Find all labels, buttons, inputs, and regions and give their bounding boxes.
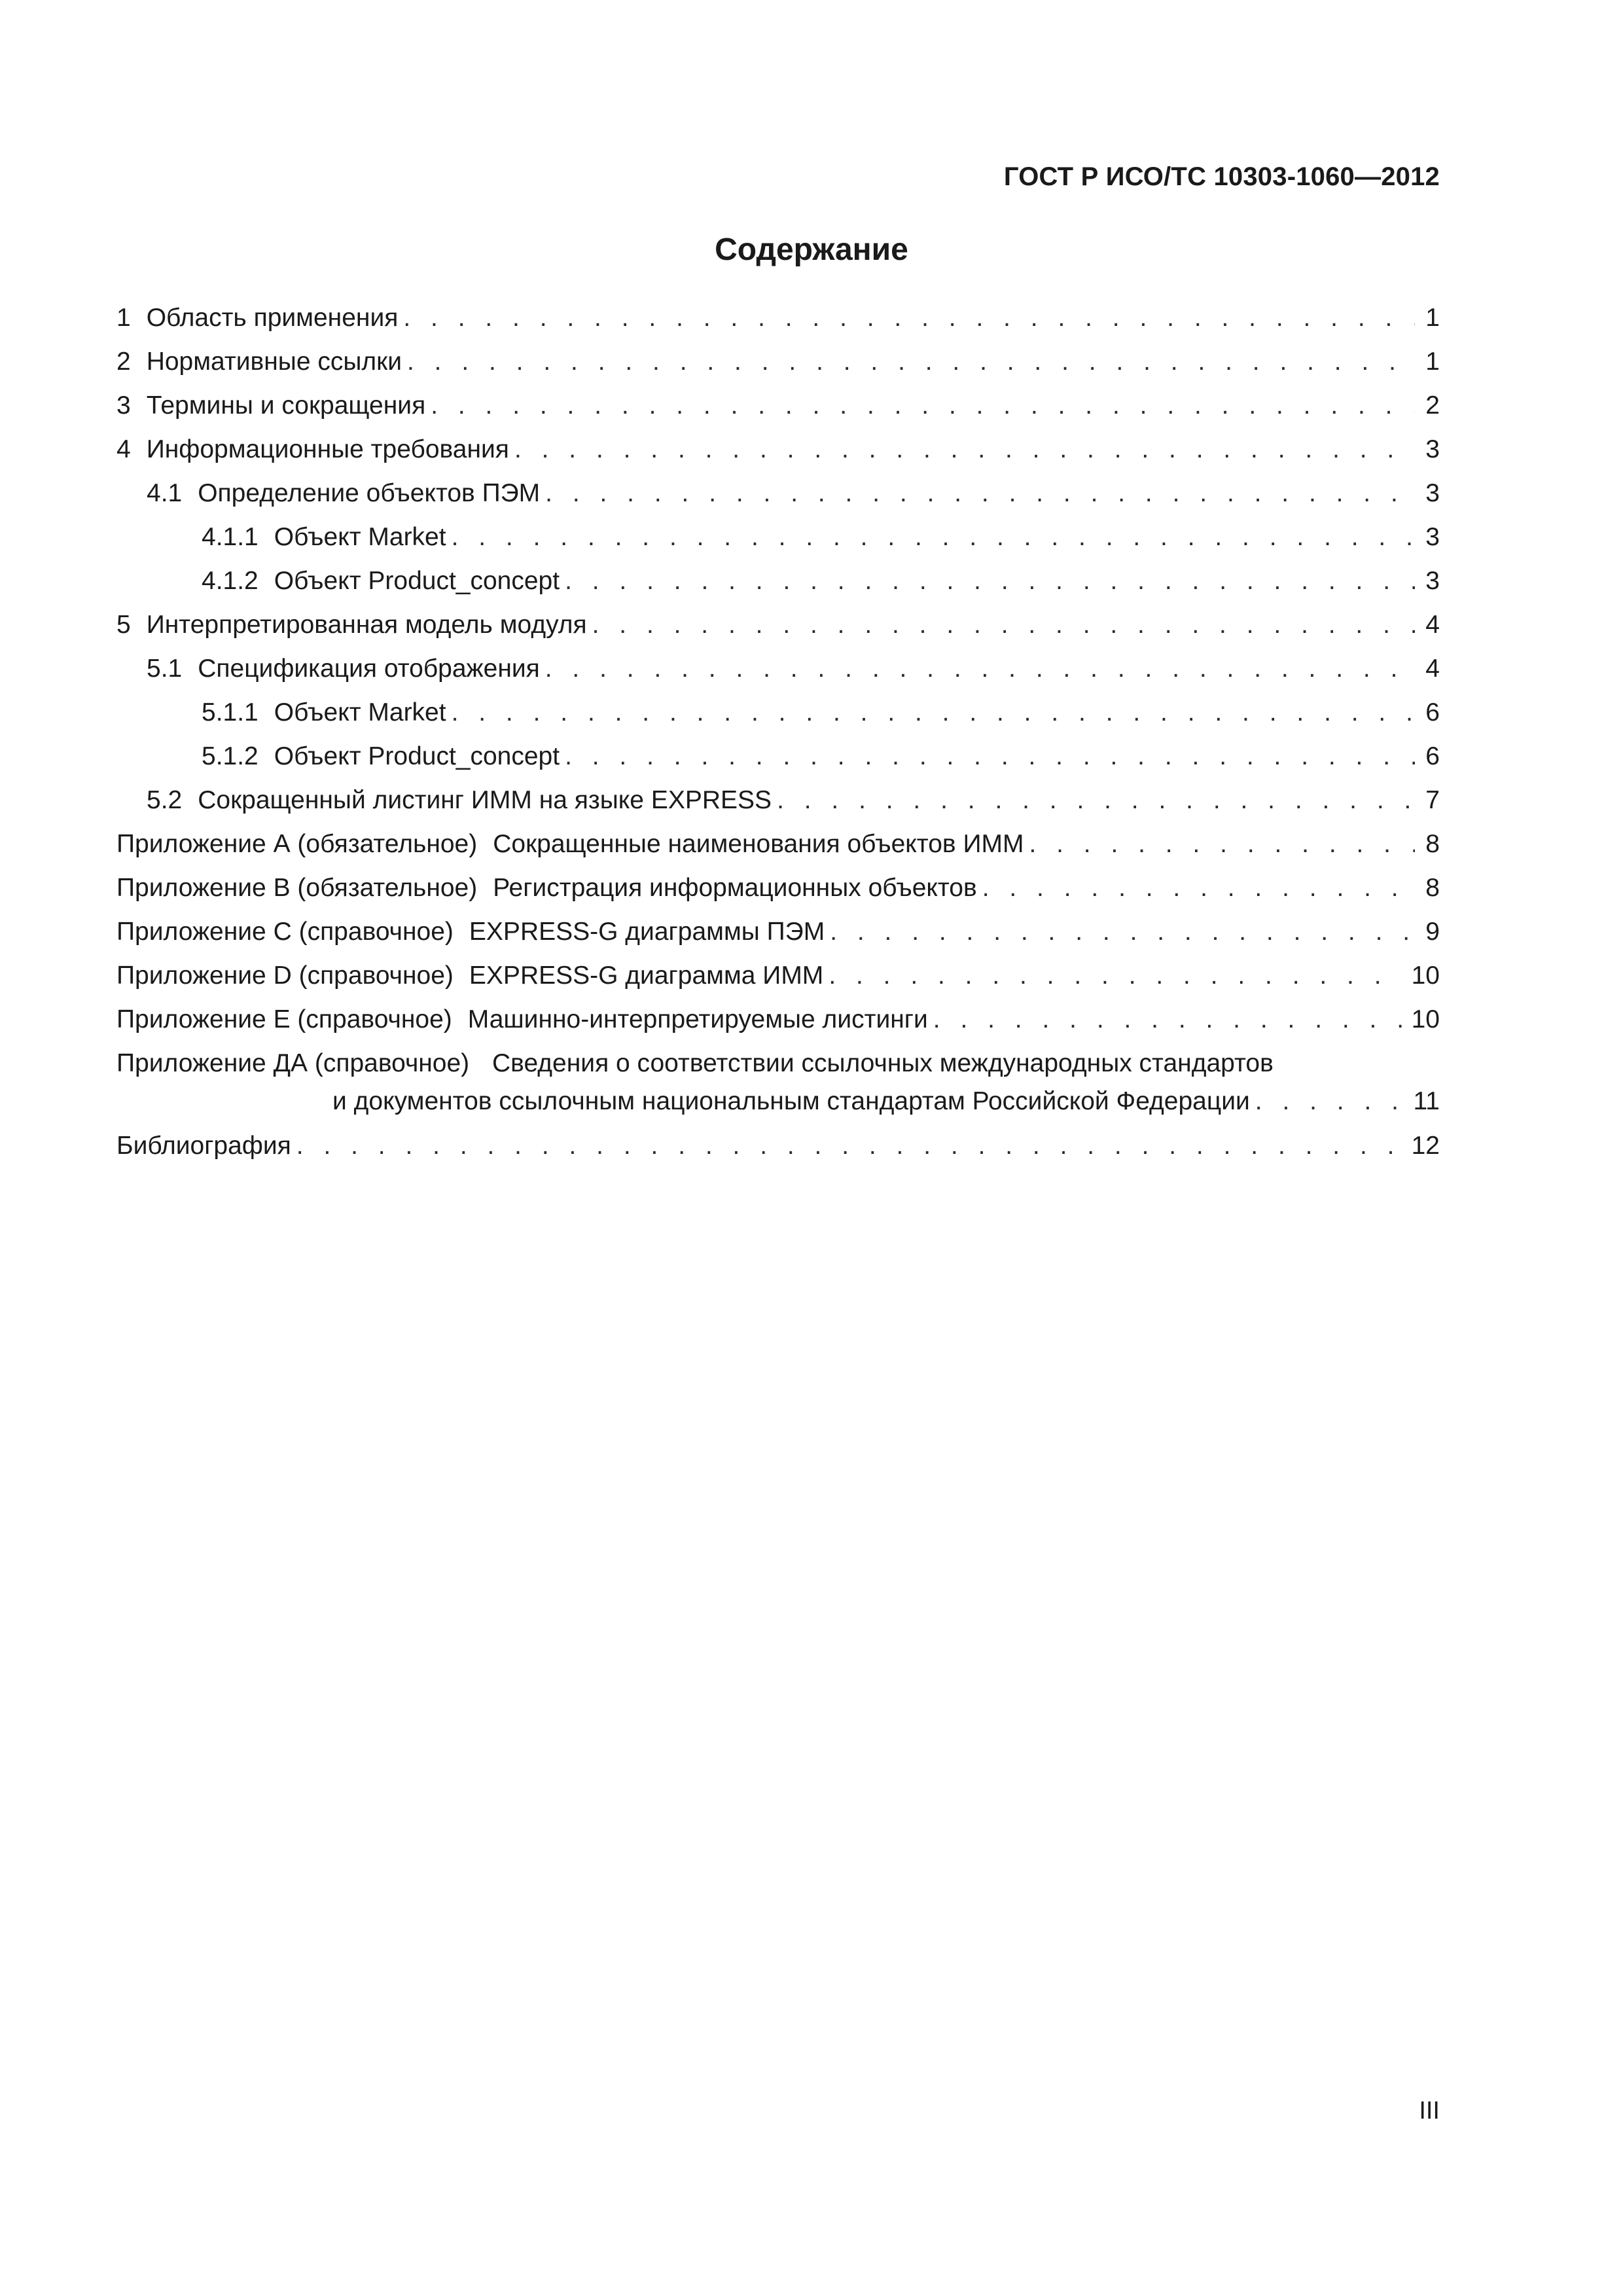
toc-annex-label: Приложение А (обязательное) — [116, 830, 478, 858]
toc-annex-label: Приложение Е (справочное) — [116, 1005, 452, 1033]
toc-entry-title: Интерпретированная модель модуля — [146, 611, 587, 639]
toc-annex-d[interactable] — [116, 958, 1440, 1001]
toc-leader-dots — [545, 651, 1415, 687]
toc-leader-dots — [933, 1001, 1402, 1038]
toc-leader-dots — [830, 914, 1415, 950]
toc-leader-dots — [592, 607, 1415, 643]
toc-annex-line — [116, 1045, 1440, 1083]
toc-leader-dots — [982, 870, 1415, 906]
toc-entry-4[interactable] — [116, 431, 1440, 475]
toc-entry-page: 12 — [1411, 1132, 1440, 1160]
toc-entry-title: Сокращенный листинг ИММ на языке EXPRESS — [198, 786, 772, 814]
toc-title: Содержание — [715, 232, 908, 267]
page-number: III — [1419, 2097, 1440, 2125]
toc-entry-page: 8 — [1425, 874, 1440, 902]
toc-entry-number: 4 — [116, 435, 131, 463]
toc-annex-label: Приложение В (обязательное) — [116, 874, 478, 902]
toc-leader-dots — [829, 958, 1402, 994]
toc-entry-page: 11 — [1413, 1087, 1440, 1115]
toc-leader-dots — [514, 431, 1415, 468]
toc-leader-dots — [407, 344, 1415, 380]
toc-entry-page: 1 — [1425, 304, 1440, 332]
toc-leader-dots — [1029, 826, 1415, 863]
toc-entry-number: 4.1.2 — [202, 567, 259, 595]
toc-annex-title: Регистрация информационных объектов — [493, 874, 977, 902]
toc-entry-4-1-2[interactable] — [116, 563, 1440, 607]
toc-entry-title: Определение объектов ПЭМ — [198, 479, 541, 507]
toc-annex-label: Приложение ДА (справочное) — [116, 1049, 470, 1077]
toc-entry-title: Нормативные ссылки — [146, 348, 402, 376]
toc-entry-page: 4 — [1425, 655, 1440, 683]
toc-entry-page: 3 — [1425, 435, 1440, 463]
toc-annex-title: Машинно-интерпретируемые листинги — [467, 1005, 928, 1033]
toc-entry-title: Библиография — [116, 1132, 291, 1160]
toc-leader-dots — [1255, 1083, 1404, 1120]
document-code: ГОСТ Р ИСО/ТС 10303-1060—2012 — [1003, 162, 1440, 191]
toc-entry-5-1-2[interactable] — [116, 738, 1440, 782]
toc-leader-dots — [296, 1128, 1402, 1164]
toc-annex-line — [116, 1083, 1440, 1121]
toc-entry-number: 5 — [116, 611, 131, 639]
toc-annex-da[interactable] — [116, 1045, 1440, 1121]
toc-entry-page: 10 — [1411, 1005, 1440, 1033]
toc-entry-page: 7 — [1425, 786, 1440, 814]
toc-leader-dots — [452, 694, 1415, 731]
toc-leader-dots — [565, 738, 1415, 775]
toc-annex-a[interactable] — [116, 826, 1440, 870]
toc-entry-5[interactable] — [116, 607, 1440, 651]
toc-leader-dots — [777, 782, 1415, 819]
toc-annex-title: Сокращенные наименования объектов ИММ — [493, 830, 1024, 858]
toc-entry-page: 2 — [1425, 391, 1440, 420]
toc-entry-2[interactable] — [116, 344, 1440, 387]
toc-entry-number: 5.1.2 — [202, 742, 259, 770]
toc-leader-dots — [545, 475, 1415, 512]
toc-leader-dots — [452, 519, 1415, 556]
toc-entry-title: Область применения — [146, 304, 399, 332]
toc-entry-5-1-1[interactable] — [116, 694, 1440, 738]
toc-leader-dots — [431, 387, 1415, 424]
toc-entry-5-1[interactable] — [116, 651, 1440, 694]
toc-entry-title: Объект Product_concept — [274, 742, 560, 770]
toc-entry-title: Объект Product_concept — [274, 567, 560, 595]
toc-annex-c[interactable] — [116, 914, 1440, 958]
toc-bibliography[interactable] — [116, 1128, 1440, 1172]
toc-entry-page: 6 — [1425, 698, 1440, 726]
toc-entry-4-1-1[interactable] — [116, 519, 1440, 563]
toc-entry-number: 2 — [116, 348, 131, 376]
toc-entry-page: 3 — [1425, 479, 1440, 507]
toc-entry-number: 3 — [116, 391, 131, 420]
toc-entry-number: 4.1.1 — [202, 523, 259, 551]
toc-entry-page: 9 — [1425, 918, 1440, 946]
toc-annex-label: Приложение С (справочное) — [116, 918, 454, 946]
toc-entry-1[interactable] — [116, 300, 1440, 344]
toc-entry-4-1[interactable] — [116, 475, 1440, 519]
toc-entry-title: Спецификация отображения — [198, 655, 540, 683]
toc-annex-title: Сведения о соответствии ссылочных международных стандартов — [492, 1049, 1274, 1077]
toc-entry-number: 4.1 — [147, 479, 183, 507]
toc-entry-number: 5.2 — [147, 786, 183, 814]
toc-annex-b[interactable] — [116, 870, 1440, 914]
toc-entry-3[interactable] — [116, 387, 1440, 431]
toc-annex-title-continued: и документов ссылочным национальным стандартам Российской Федерации — [332, 1087, 1250, 1115]
toc-annex-title: EXPRESS-G диаграмма ИММ — [469, 961, 824, 990]
toc-entry-page: 1 — [1425, 348, 1440, 376]
toc-entry-page: 3 — [1425, 523, 1440, 551]
toc-entry-page: 3 — [1425, 567, 1440, 595]
table-of-contents — [116, 300, 1440, 1172]
toc-entry-page: 10 — [1411, 961, 1440, 990]
toc-annex-label: Приложение D (справочное) — [116, 961, 454, 990]
toc-entry-page: 4 — [1425, 611, 1440, 639]
toc-entry-page: 6 — [1425, 742, 1440, 770]
toc-entry-number: 1 — [116, 304, 131, 332]
toc-entry-page: 8 — [1425, 830, 1440, 858]
toc-entry-title: Объект Market — [274, 523, 446, 551]
toc-entry-number: 5.1 — [147, 655, 183, 683]
toc-annex-e[interactable] — [116, 1001, 1440, 1045]
toc-entry-title: Термины и сокращения — [146, 391, 426, 420]
toc-entry-5-2[interactable] — [116, 782, 1440, 826]
toc-entry-title: Объект Market — [274, 698, 446, 726]
toc-annex-title: EXPRESS-G диаграммы ПЭМ — [469, 918, 825, 946]
toc-entry-title: Информационные требования — [146, 435, 509, 463]
toc-entry-number: 5.1.1 — [202, 698, 259, 726]
toc-leader-dots — [565, 563, 1415, 600]
toc-leader-dots — [403, 300, 1415, 336]
